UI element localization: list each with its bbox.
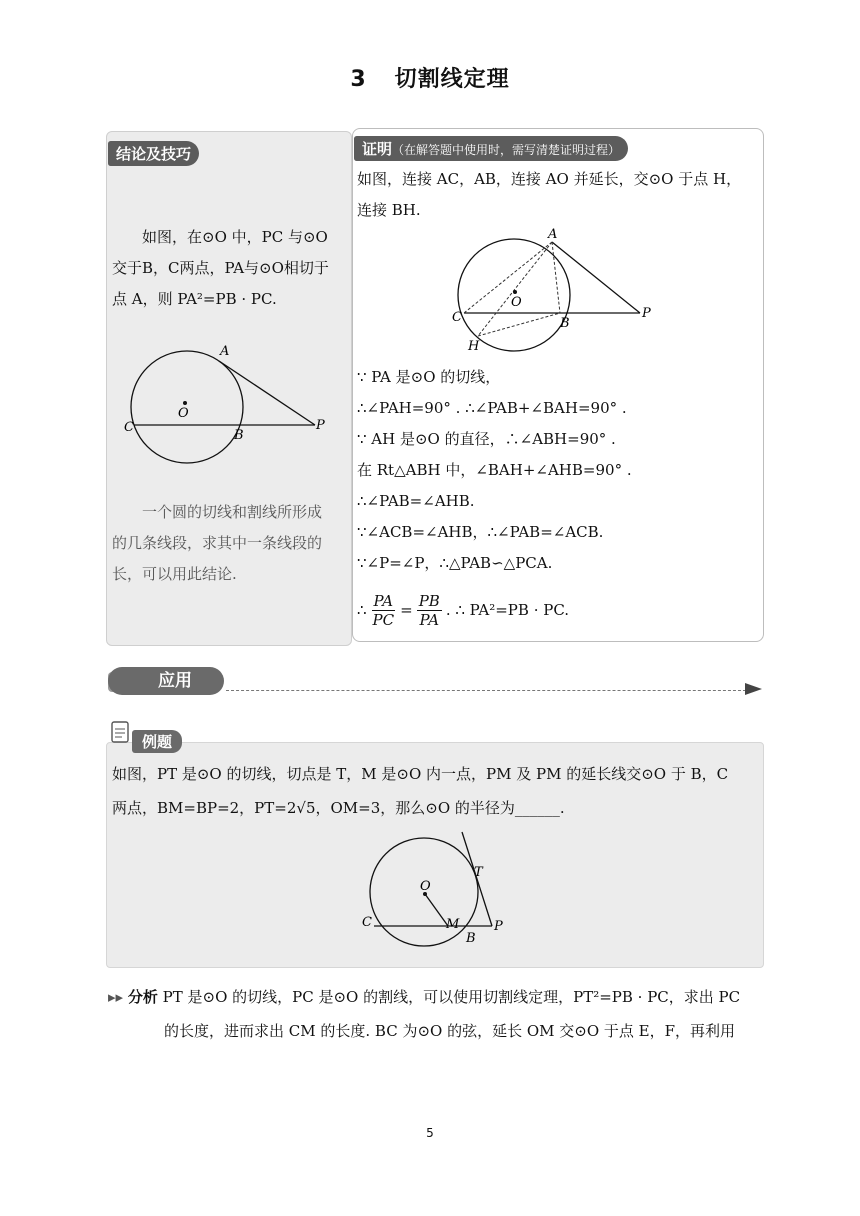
- analysis-text-1: PT 是⊙O 的切线，PC 是⊙O 的割线，可以使用切割线定理，PT²=PB · PC，求出 PC: [162, 988, 741, 1006]
- conclusion-text: [112, 222, 348, 315]
- conclusion-figure: [112, 335, 342, 475]
- fraction-1: [371, 592, 397, 629]
- fig2-label-p: P: [642, 306, 651, 321]
- proof-intro-line-1: 如图，连接 AC，AB，连接 AO 并延长，交⊙O 于点 H，: [357, 170, 742, 188]
- fig3-label-p: P: [494, 919, 503, 934]
- proof-steps: [357, 362, 757, 579]
- fig1-label-o: O: [178, 406, 189, 421]
- example-figure: [358, 830, 518, 948]
- section-number: 3: [350, 67, 367, 92]
- proof-step-5: ∴∠PAB=∠AHB.: [357, 492, 475, 510]
- fraction-1-num: PA: [373, 591, 394, 610]
- fig3-label-c: C: [362, 915, 372, 930]
- section-title: 切割线定理: [394, 67, 510, 92]
- note-line-2: 的几条线段，求其中一条线段的: [112, 534, 323, 552]
- conclusion-line-3: 点 A，则 PA²=PB · PC.: [112, 290, 277, 308]
- application-pill: [108, 667, 224, 695]
- fig3-label-o: O: [420, 879, 431, 894]
- fraction-1-den: PC: [372, 610, 395, 629]
- proof-tag-label: 证明: [362, 140, 393, 158]
- proof-step-4: 在 Rt△ABH 中，∠BAH+∠AHB=90° .: [357, 461, 632, 479]
- proof-intro-line-2: 连接 BH.: [357, 201, 421, 219]
- fraction-2-den: PA: [419, 610, 440, 629]
- fraction-2-num: PB: [418, 591, 440, 610]
- proof-step-3: ∵ AH 是⊙O 的直径，∴∠ABH=90° .: [357, 430, 616, 448]
- fig1-label-c: C: [124, 420, 134, 435]
- conclusion-line-2: 交于B，C两点，PA与⊙O相切于: [112, 259, 329, 277]
- conclusion-tag: 结论及技巧: [108, 141, 199, 166]
- example-line-1: 如图，PT 是⊙O 的切线，切点是 T，M 是⊙O 内一点，PM 及 PM 的延长线交⊙O 于 B，C: [112, 765, 729, 783]
- proof-tag: [354, 136, 628, 161]
- fig2-label-b: B: [560, 316, 570, 331]
- example-tag: 例题: [132, 730, 182, 753]
- clipboard-icon: [110, 718, 132, 744]
- note-line-1: 一个圆的切线和割线所形成: [142, 503, 323, 521]
- proof-final: [357, 588, 569, 632]
- proof-tag-note: （在解答题中使用时，需写清楚证明过程）: [392, 143, 621, 157]
- page-number: 5: [426, 1126, 434, 1140]
- fig3-label-t: T: [474, 865, 483, 880]
- analysis-section: [108, 980, 768, 1048]
- application-label: 应用: [158, 671, 192, 691]
- note-line-3: 长，可以用此结论.: [112, 565, 237, 583]
- proof-step-6: ∵∠ACB=∠AHB，∴∠PAB=∠ACB.: [357, 523, 604, 541]
- example-text: [112, 757, 762, 825]
- fig1-label-b: B: [234, 428, 244, 443]
- fig2-label-o: O: [511, 295, 522, 310]
- proof-intro: [357, 164, 757, 226]
- conclusion-note: [112, 497, 348, 590]
- arrow-right-icon: [745, 682, 763, 696]
- fraction-2: [417, 592, 442, 629]
- analysis-line-1: [108, 980, 768, 1014]
- fig2-label-c: C: [452, 310, 462, 325]
- proof-step-1: ∵ PA 是⊙O 的切线，: [357, 368, 501, 386]
- fig2-label-a: A: [548, 228, 558, 242]
- example-line-2: 两点，BM=BP=2，PT=2√5，OM=3，那么⊙O 的半径为______.: [112, 799, 565, 817]
- fig3-label-m: M: [446, 917, 460, 932]
- conclusion-line-1: 如图，在⊙O 中，PC 与⊙O: [142, 228, 328, 246]
- fig1-label-a: A: [220, 344, 230, 359]
- fig3-label-b: B: [466, 931, 476, 946]
- page-title: [0, 62, 860, 93]
- double-arrow-icon: ▸▸: [108, 988, 124, 1006]
- proof-step-7: ∵∠P=∠P，∴△PAB∽△PCA.: [357, 554, 553, 572]
- analysis-label: 分析: [127, 988, 158, 1006]
- application-divider: [226, 690, 746, 691]
- final-equals: =: [400, 601, 413, 619]
- final-tail: . ∴ PA²=PB · PC.: [445, 601, 570, 619]
- proof-step-2: ∴∠PAH=90° . ∴∠PAB+∠BAH=90° .: [357, 399, 627, 417]
- proof-figure: [448, 228, 668, 356]
- fig2-label-h: H: [468, 339, 480, 354]
- fig1-label-p: P: [316, 418, 325, 433]
- analysis-text-2: 的长度，进而求出 CM 的长度. BC 为⊙O 的弦，延长 OM 交⊙O 于点 E，F，再利用: [164, 1022, 736, 1040]
- final-therefore: ∴: [357, 601, 367, 619]
